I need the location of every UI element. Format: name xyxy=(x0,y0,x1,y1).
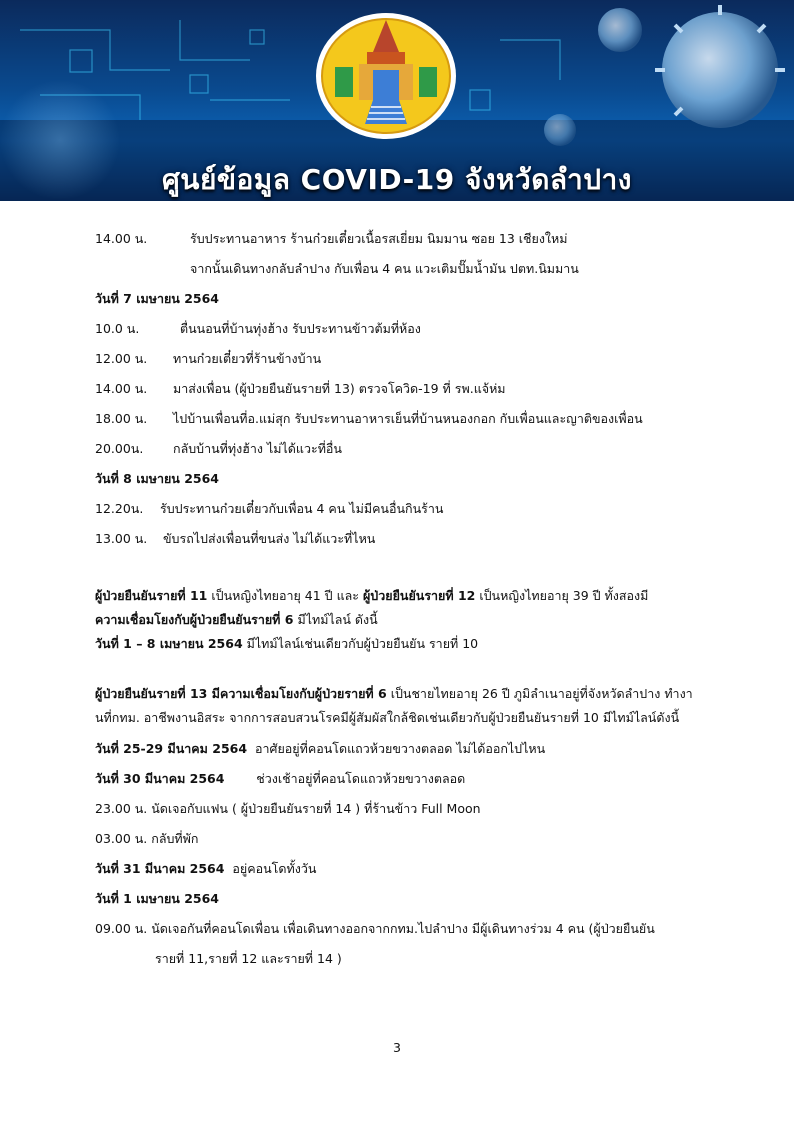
document-body xyxy=(95,224,707,974)
date-heading: วันที่ 7 เมษายน 2564 xyxy=(95,291,219,306)
timeline-entry: 14.00 น. รับประทานอาหาร ร้านก๋วยเตี๋ยวเนื้อรสเยี่ยม นิมมาน ซอย 13 เชียงใหม่ xyxy=(95,231,568,246)
timeline-entry: 03.00 น. กลับที่พัก xyxy=(95,831,199,846)
timeline-entry: 13.00 น. ขับรถไปส่งเพื่อนที่ขนส่ง ไม่ได้แวะที่ไหน xyxy=(95,531,376,546)
date-heading: วันที่ 8 เมษายน 2564 xyxy=(95,471,219,486)
timeline-entry: วันที่ 31 มีนาคม 2564 อยู่คอนโดทั้งวัน xyxy=(95,861,317,876)
timeline-entry: 18.00 น. ไปบ้านเพื่อนที่อ.แม่สุก รับประทานอาหารเย็นที่บ้านหนองกอก กับเพื่อนและญาติของเพื่อน xyxy=(95,411,643,426)
timeline-entry: วันที่ 25-29 มีนาคม 2564 อาศัยอยู่ที่คอนโดแถวห้วยขวางตลอด ไม่ได้ออกไปไหน xyxy=(95,741,546,756)
timeline-entry-continuation: รายที่ 11,รายที่ 12 และรายที่ 14 ) xyxy=(155,951,342,966)
case-13-paragraph: ผู้ป่วยยืนยันรายที่ 13 มีความเชื่อมโยงกับผู้ป่วยรายที่ 6 เป็นชายไทยอายุ 26 ปี ภูมิลำเนาอยู่ที่จังหวัดลำปาง ทำงานที่กทม. อาชีพงานอิสระ จากการสอบสวนโรคมีผู้สัมผัสใกล้ชิดเช่นเดียวกับผู้ป่วยยืนยันรายที่ 10 มีไทม์ไลน์ดังนี้ xyxy=(95,686,693,725)
timeline-entry: 20.00น. กลับบ้านที่ทุ่งฮ้าง ไม่ได้แวะที่อื่น xyxy=(95,441,342,456)
date-heading: วันที่ 1 เมษายน 2564 xyxy=(95,891,219,906)
case-11-12-paragraph: ผู้ป่วยยืนยันรายที่ 11 เป็นหญิงไทยอายุ 41 ปี และ ผู้ป่วยยืนยันรายที่ 12 เป็นหญิงไทยอายุ 39 ปี ทั้งสองมี ความเชื่อมโยงกับผู้ป่วยยืนยันรายที่ 6 มีไทม์ไลน์ ดังนี้ วันที่ 1 – 8 เมษายน 2564 มีไทม์ไลน์เช่นเดียวกับผู้ป่วยยืนยัน รายที่ 10 xyxy=(95,588,649,651)
timeline-entry: 09.00 น. นัดเจอกันที่คอนโดเพื่อน เพื่อเดินทางออกจากกทม.ไปลำปาง มีผู้เดินทางร่วม 4 คน (ผู้ป่วยยืนยัน xyxy=(95,921,655,936)
timeline-entry: 14.00 น. มาส่งเพื่อน (ผู้ป่วยยืนยันรายที่ 13) ตรวจโควิด-19 ที่ รพ.แจ้ห่ม xyxy=(95,381,506,396)
header-banner xyxy=(0,0,794,201)
timeline-entry: วันที่ 30 มีนาคม 2564 ช่วงเช้าอยู่ที่คอนโดแถวห้วยขวางตลอด xyxy=(95,771,466,786)
banner-title: ศูนย์ข้อมูล COVID-19 จังหวัดลำปาง xyxy=(162,163,632,196)
timeline-entry: 23.00 น. นัดเจอกับแฟน ( ผู้ป่วยยืนยันรายที่ 14 ) ที่ร้านข้าว Full Moon xyxy=(95,801,481,816)
timeline-entry: 10.0 น. ตื่นนอนที่บ้านทุ่งฮ้าง รับประทานข้าวต้มที่ห้อง xyxy=(95,321,421,336)
timeline-entry: จากนั้นเดินทางกลับลำปาง กับเพื่อน 4 คน แวะเติมปั๊มน้ำมัน ปตท.นิมมาน xyxy=(190,261,579,276)
timeline-entry: 12.00 น. ทานก๋วยเตี๋ยวที่ร้านข้างบ้าน xyxy=(95,351,322,366)
page-number: 3 xyxy=(393,1040,401,1055)
provincial-seal-icon xyxy=(315,12,457,140)
timeline-entry: 12.20น. รับประทานก๋วยเตี๋ยวกับเพื่อน 4 คน ไม่มีคนอื่นกินร้าน xyxy=(95,501,444,516)
